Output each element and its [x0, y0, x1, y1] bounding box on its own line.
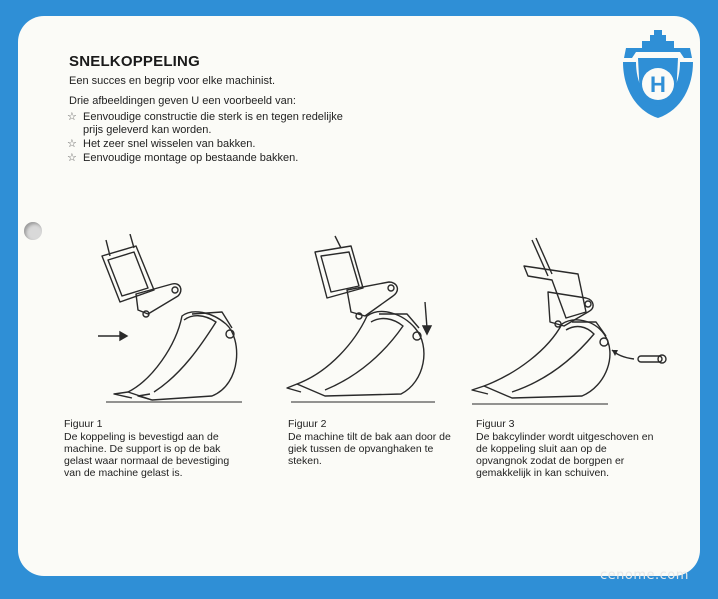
- list-item-text: Eenvoudige constructie die sterk is en tegen redelijke prijs geleverd kan worden.: [83, 111, 343, 136]
- figure-1-text: De koppeling is bevestigd aan de machine. De support is op de bak gelast waar normaal de bevestiging van de machine gelast is.: [64, 431, 230, 479]
- figure-3-caption: [476, 418, 654, 479]
- figure-2-illustration: [285, 232, 445, 406]
- star-icon: ☆: [67, 111, 77, 123]
- figure-3-illustration: [468, 234, 668, 406]
- star-icon: ☆: [67, 152, 77, 164]
- list-item: [67, 152, 357, 165]
- star-icon: ☆: [67, 138, 77, 150]
- list-item: [67, 111, 357, 137]
- logo-letter: H: [650, 72, 666, 97]
- figure-1-title: Figuur 1: [64, 418, 103, 430]
- page-title: SNELKOPPELING: [69, 53, 200, 70]
- figure-3-text: De bakcylinder wordt uitgeschoven en de koppeling sluit aan op de opvangnok zodat de borgpen er gemakkelijk in kan schuiven.: [476, 431, 654, 479]
- intro-text: Drie afbeeldingen geven U een voorbeeld van:: [69, 95, 296, 107]
- figure-2-text: De machine tilt de bak aan door de giek tussen de opvanghaken te steken.: [288, 431, 451, 467]
- list-item: [67, 138, 357, 151]
- figure-2-title: Figuur 2: [288, 418, 327, 430]
- watermark: cenome.com: [600, 568, 689, 583]
- punch-hole: [24, 222, 42, 240]
- feature-list: [67, 111, 357, 166]
- figure-2-caption: [288, 418, 464, 467]
- page-subtitle: Een succes en begrip voor elke machinist.: [69, 75, 276, 87]
- figure-1-illustration: [92, 234, 252, 406]
- figure-3-title: Figuur 3: [476, 418, 515, 430]
- brand-logo: [618, 28, 698, 126]
- figure-1-caption: [64, 418, 242, 479]
- list-item-text: Het zeer snel wisselen van bakken.: [83, 138, 256, 150]
- list-item-text: Eenvoudige montage op bestaande bakken.: [83, 152, 299, 164]
